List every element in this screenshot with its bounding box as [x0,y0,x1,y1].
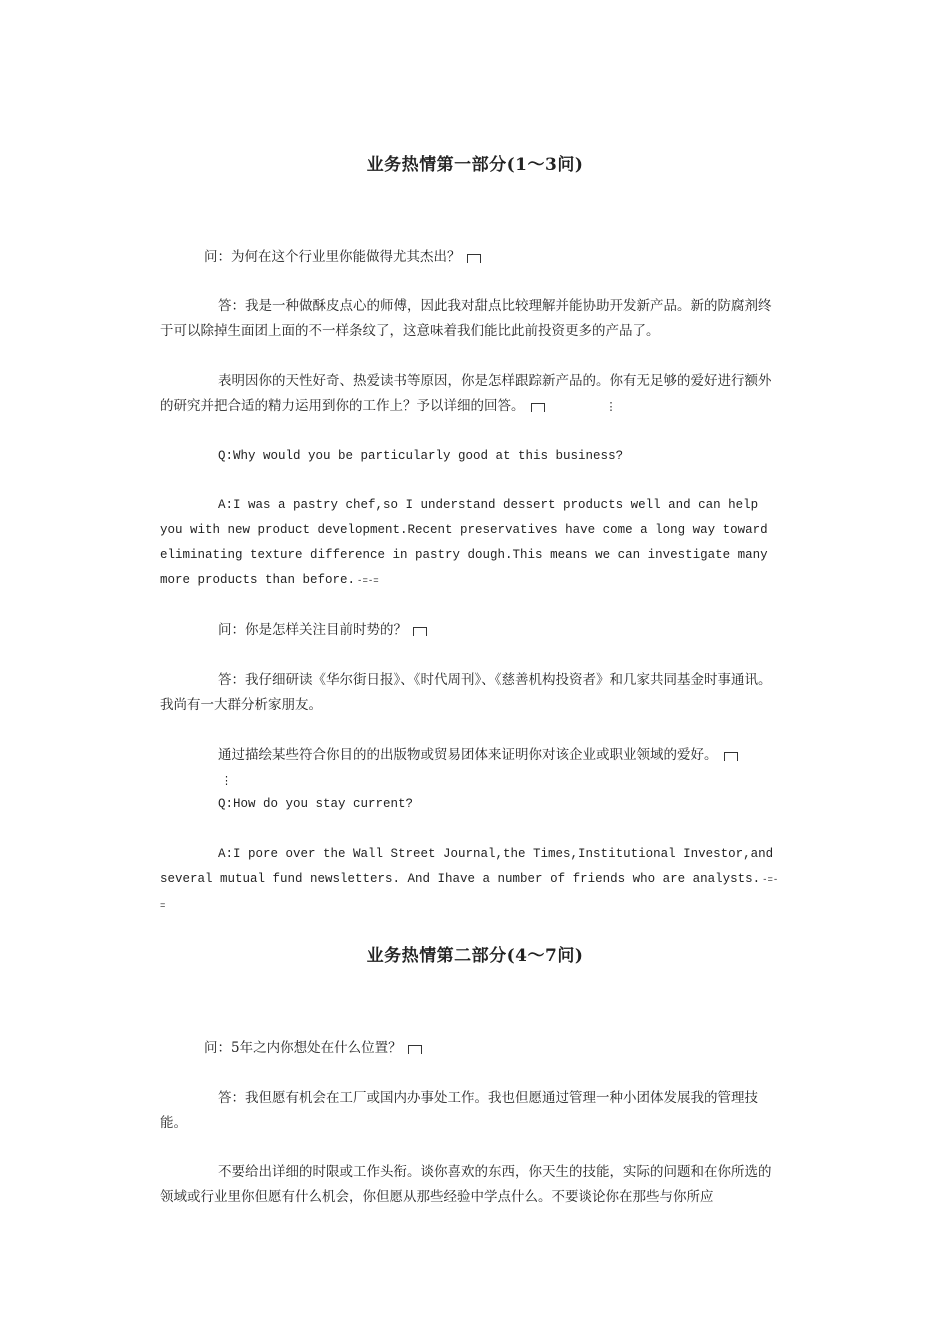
question-1-cn: 问：为何在这个行业里你能做得尤其杰出？ [160,245,780,270]
note-2-cn: 通过描绘某些符合你目的的出版物或贸易团体来证明你对该企业或职业领域的爱好。⋮ [160,743,780,793]
question-4-cn: 问：5年之内你想处在什么位置？ [160,1036,780,1061]
paragraph-mark-icon [467,254,481,263]
trail-mark: -=-= [160,875,779,911]
section-2-title: 业务热情第二部分(4～7问) [366,946,584,966]
question-2-en: Q:How do you stay current? [218,797,414,811]
answer-2-cn: 答：我仔细研读《华尔街日报》、《时代周刊》、《慈善机构投资者》和几家共同基金时事通讯。我尚有一大群分析家朋友。 [160,672,772,713]
paragraph-mark-icon [408,1045,422,1054]
question-1-en: Q:Why would you be particularly good at this business? [218,449,624,463]
answer-1-cn: 答：我是一种做酥皮点心的师傅，因此我对甜点比较理解并能协助开发新产品。新的防腐剂终于可以除掉生面团上面的不一样条纹了，这意味着我们能比此前投资更多的产品了。 [160,298,772,339]
section-1-title: 业务热情第一部分(1～3问) [366,155,584,175]
question-2-cn: 问：你是怎样关注目前时势的？ [160,618,780,643]
paragraph-mark-icon [724,752,738,761]
note-4-cn: 不要给出详细的时限或工作头衔。谈你喜欢的东西，你天生的技能，实际的问题和在你所选的领域或行业里你但愿有什么机会，你但愿从那些经验中学点什么。不要谈论你在那些与你所应 [160,1164,772,1205]
note-1-cn: 表明因你的天性好奇、热爱读书等原因，你是怎样跟踪新产品的。你有无足够的爱好进行额外的研究并把合适的精力运用到你的工作上？予以详细的回答。 ⋮ [160,369,780,419]
paragraph-mark-icon [413,627,427,636]
answer-1-en: A:I was a pastry chef,so I understand dessert products well and can help you with new product development.Recent preservatives have come a long way toward eliminating texture difference in pastry dough.This means we can investigate many more products than before. -=-= [160,498,768,587]
vertical-dots-icon: ⋮ [605,400,617,413]
trail-mark: -=-= [357,576,379,586]
paragraph-mark-icon [531,403,545,412]
answer-2-en: A:I pore over the Wall Street Journal,the Times,Institutional Investor,and several mutual fund newsletters. And Ihave a number of friends who are analysts. -=-= [160,847,779,911]
answer-4-cn: 答：我但愿有机会在工厂或国内办事处工作。我也但愿通过管理一种小团体发展我的管理技能。 [160,1090,758,1131]
vertical-dots-icon: ⋮ [221,774,232,787]
